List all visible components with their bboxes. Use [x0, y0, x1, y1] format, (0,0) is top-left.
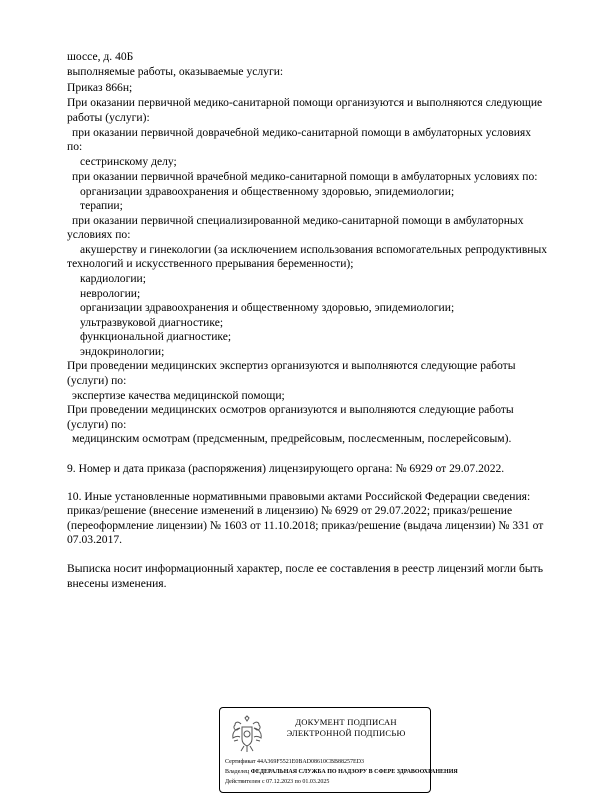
- text-line: неврологии;: [80, 287, 141, 300]
- text-line: 9. Номер и дата приказа (распоряжения) лицензирующего органа: № 6929 от 29.07.2022.: [67, 462, 505, 475]
- text-line: технологий и искусственного прерывания беременности);: [67, 257, 354, 270]
- text-line: экспертизе качества медицинской помощи;: [72, 389, 285, 402]
- text-line: сестринскому делу;: [80, 155, 177, 168]
- text-line: акушерству и гинекологии (за исключением использования вспомогательных репродуктивных: [80, 243, 548, 256]
- text-line: 10. Иные установленные нормативными правовыми актами Российской Федерации сведения:: [67, 490, 531, 503]
- text-line: (услуги) по:: [67, 374, 127, 387]
- validity-line: Действителен с 07.12.2023 по 01.03.2025: [225, 779, 330, 785]
- text-line: Приказ 866н;: [67, 81, 133, 94]
- text-line: Выписка носит информационный характер, после ее составления в реестр лицензий могли быть: [67, 562, 543, 575]
- text-line: При проведении медицинских экспертиз организуются и выполняются следующие работы: [67, 359, 516, 372]
- text-line: выполняемые работы, оказываемые услуги:: [67, 65, 284, 78]
- certificate-line: Сертификат 44A369F5521E0BAD08610CBB88257ED3: [225, 759, 365, 765]
- text-line: медицинским осмотрам (предсменным, предрейсовым, послесменным, послерейсовым).: [72, 432, 512, 445]
- text-line: при оказании первичной специализированной медико-санитарной помощи в амбулаторных: [72, 214, 524, 227]
- text-line: терапии;: [80, 199, 123, 212]
- text-line: организации здравоохранения и общественному здоровью, эпидемиологии;: [80, 301, 455, 314]
- text-line: (услуги) по:: [67, 418, 127, 431]
- text-line: шоссе, д. 40Б: [67, 50, 134, 63]
- text-line: функциональной диагностике;: [80, 330, 232, 343]
- text-line: ультразвуковой диагностике;: [80, 316, 224, 329]
- text-line: приказ/решение (внесение изменений в лицензию) № 6929 от 29.07.2022; приказ/решение: [67, 504, 513, 517]
- text-line: организации здравоохранения и общественному здоровью, эпидемиологии;: [80, 185, 455, 198]
- text-line: при оказании первичной доврачебной медико-санитарной помощи в амбулаторных условиях: [72, 126, 532, 139]
- text-line: (переоформление лицензии) № 1603 от 11.10.2018; приказ/решение (выдача лицензии) № 331 от: [67, 519, 544, 532]
- double-headed-eagle-icon: [230, 715, 264, 755]
- text-line: работы (услуги):: [67, 111, 150, 124]
- text-line: по:: [67, 140, 83, 153]
- text-line: При проведении медицинских осмотров организуются и выполняются следующие работы: [67, 403, 514, 416]
- owner-line: Владелец ФЕДЕРАЛЬНАЯ СЛУЖБА ПО НАДЗОРУ В СФЕРЕ ЗДРАВООХРАНЕНИЯ: [225, 769, 458, 775]
- text-line: при оказании первичной врачебной медико-санитарной помощи в амбулаторных условиях по:: [72, 170, 538, 183]
- text-line: При оказании первичной медико-санитарной помощи организуются и выполняются следующие: [67, 96, 543, 109]
- text-line: 07.03.2017.: [67, 533, 123, 546]
- signature-title: ДОКУМЕНТ ПОДПИСАН ЭЛЕКТРОННОЙ ПОДПИСЬЮ: [286, 717, 406, 738]
- electronic-signature-stamp: [219, 707, 458, 793]
- text-line: условиях по:: [67, 228, 131, 241]
- text-line: внесены изменения.: [67, 577, 167, 590]
- text-line: эндокринологии;: [80, 345, 165, 358]
- text-line: кардиологии;: [80, 272, 146, 285]
